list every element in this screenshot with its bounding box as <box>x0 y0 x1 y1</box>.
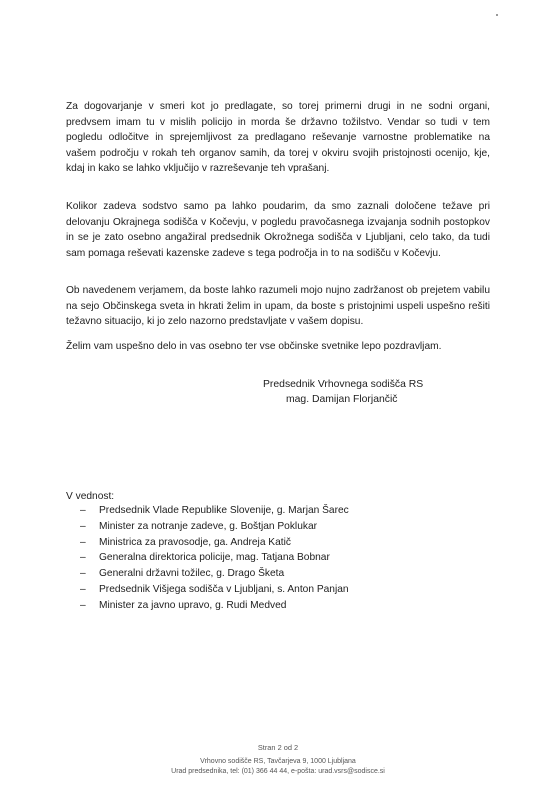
letter-paragraph-3: Ob navedenem verjamem, da boste lahko razumeli mojo nujno zadržanost ob prejetem vabilu na sejo Občinskega sveta in hkrati želim in upam, da boste s pristojnimi uspeli uspešno rešiti težavno situacijo, ki jo zelo nazorno predstavljate v vašem dopisu. <box>66 285 490 328</box>
scan-mark <box>496 14 498 16</box>
letter-paragraph-2: Kolikor zadeva sodstvo samo pa lahko poudarim, da smo zaznali določene težave pri delovanju Okrajnega sodišča v Kočevju, v pogledu pravočasnega izvajanja sodnih postopkov in se je zato osebno angažiral predsednik Okrožnega sodišča v Ljubljani, celo tako, da tudi sam pomaga reševati kazenske zadeve s tega področja in to na sodišču v Kočevju. <box>66 201 490 259</box>
list-bullet: – <box>80 536 86 548</box>
cc-recipient <box>66 566 349 582</box>
list-bullet: – <box>80 520 86 532</box>
cc-recipient <box>66 598 349 614</box>
signature-name: mag. Damijan Florjančič <box>286 394 398 405</box>
cc-recipient-text: Generalna direktorica policije, mag. Tatjana Bobnar <box>99 552 330 564</box>
list-bullet: – <box>80 568 86 580</box>
footer-contact: Urad predsednika, tel: (01) 366 44 44, e-pošta: urad.vsrs@sodisce.si <box>171 768 385 775</box>
list-bullet: – <box>80 552 86 564</box>
footer-address: Vrhovno sodišče RS, Tavčarjeva 9, 1000 Ljubljana <box>200 758 356 765</box>
letter-paragraph-1: Za dogovarjanje v smeri kot jo predlagate, so torej primerni drugi in ne sodni organi, predvsem imam tu v mislih policijo in morda še državno tožilstvo. Vendar so tudi v tem pogledu odločitve in sprejemljivost za predlagano reševanje varnostne problematike na vašem področju v rokah teh organov samih, da torej v okviru svojih pristojnosti ocenijo, kje, kdaj in kako se lahko vključijo v razreševanje teh vprašanj. <box>66 101 490 175</box>
cc-recipient-text: Ministrica za pravosodje, ga. Andreja Katič <box>99 536 291 548</box>
cc-recipient-text: Minister za notranje zadeve, g. Boštjan Poklukar <box>99 520 318 532</box>
cc-recipient-text: Predsednik Višjega sodišča v Ljubljani, s. Anton Panjan <box>99 583 349 595</box>
cc-recipient <box>66 535 349 551</box>
cc-recipient-text: Minister za javno upravo, g. Rudi Medved <box>99 599 287 611</box>
page-number: Stran 2 od 2 <box>257 743 299 752</box>
letter-closing-paragraph: Želim vam uspešno delo in vas osebno ter vse občinske svetnike lepo pozdravljam. <box>66 341 442 352</box>
cc-recipient <box>66 519 349 535</box>
cc-recipient <box>66 503 349 519</box>
cc-heading: V vednost: <box>66 491 115 502</box>
cc-recipient <box>66 582 349 598</box>
signature-title: Predsednik Vrhovnega sodišča RS <box>263 379 424 390</box>
cc-recipient-text: Predsednik Vlade Republike Slovenije, g. Marjan Šarec <box>99 505 349 516</box>
cc-recipient-list <box>66 503 349 614</box>
cc-recipient-text: Generalni državni tožilec, g. Drago Šketa <box>99 568 285 580</box>
list-bullet: – <box>80 599 86 611</box>
list-bullet: – <box>80 505 86 516</box>
cc-recipient <box>66 550 349 566</box>
list-bullet: – <box>80 583 86 595</box>
